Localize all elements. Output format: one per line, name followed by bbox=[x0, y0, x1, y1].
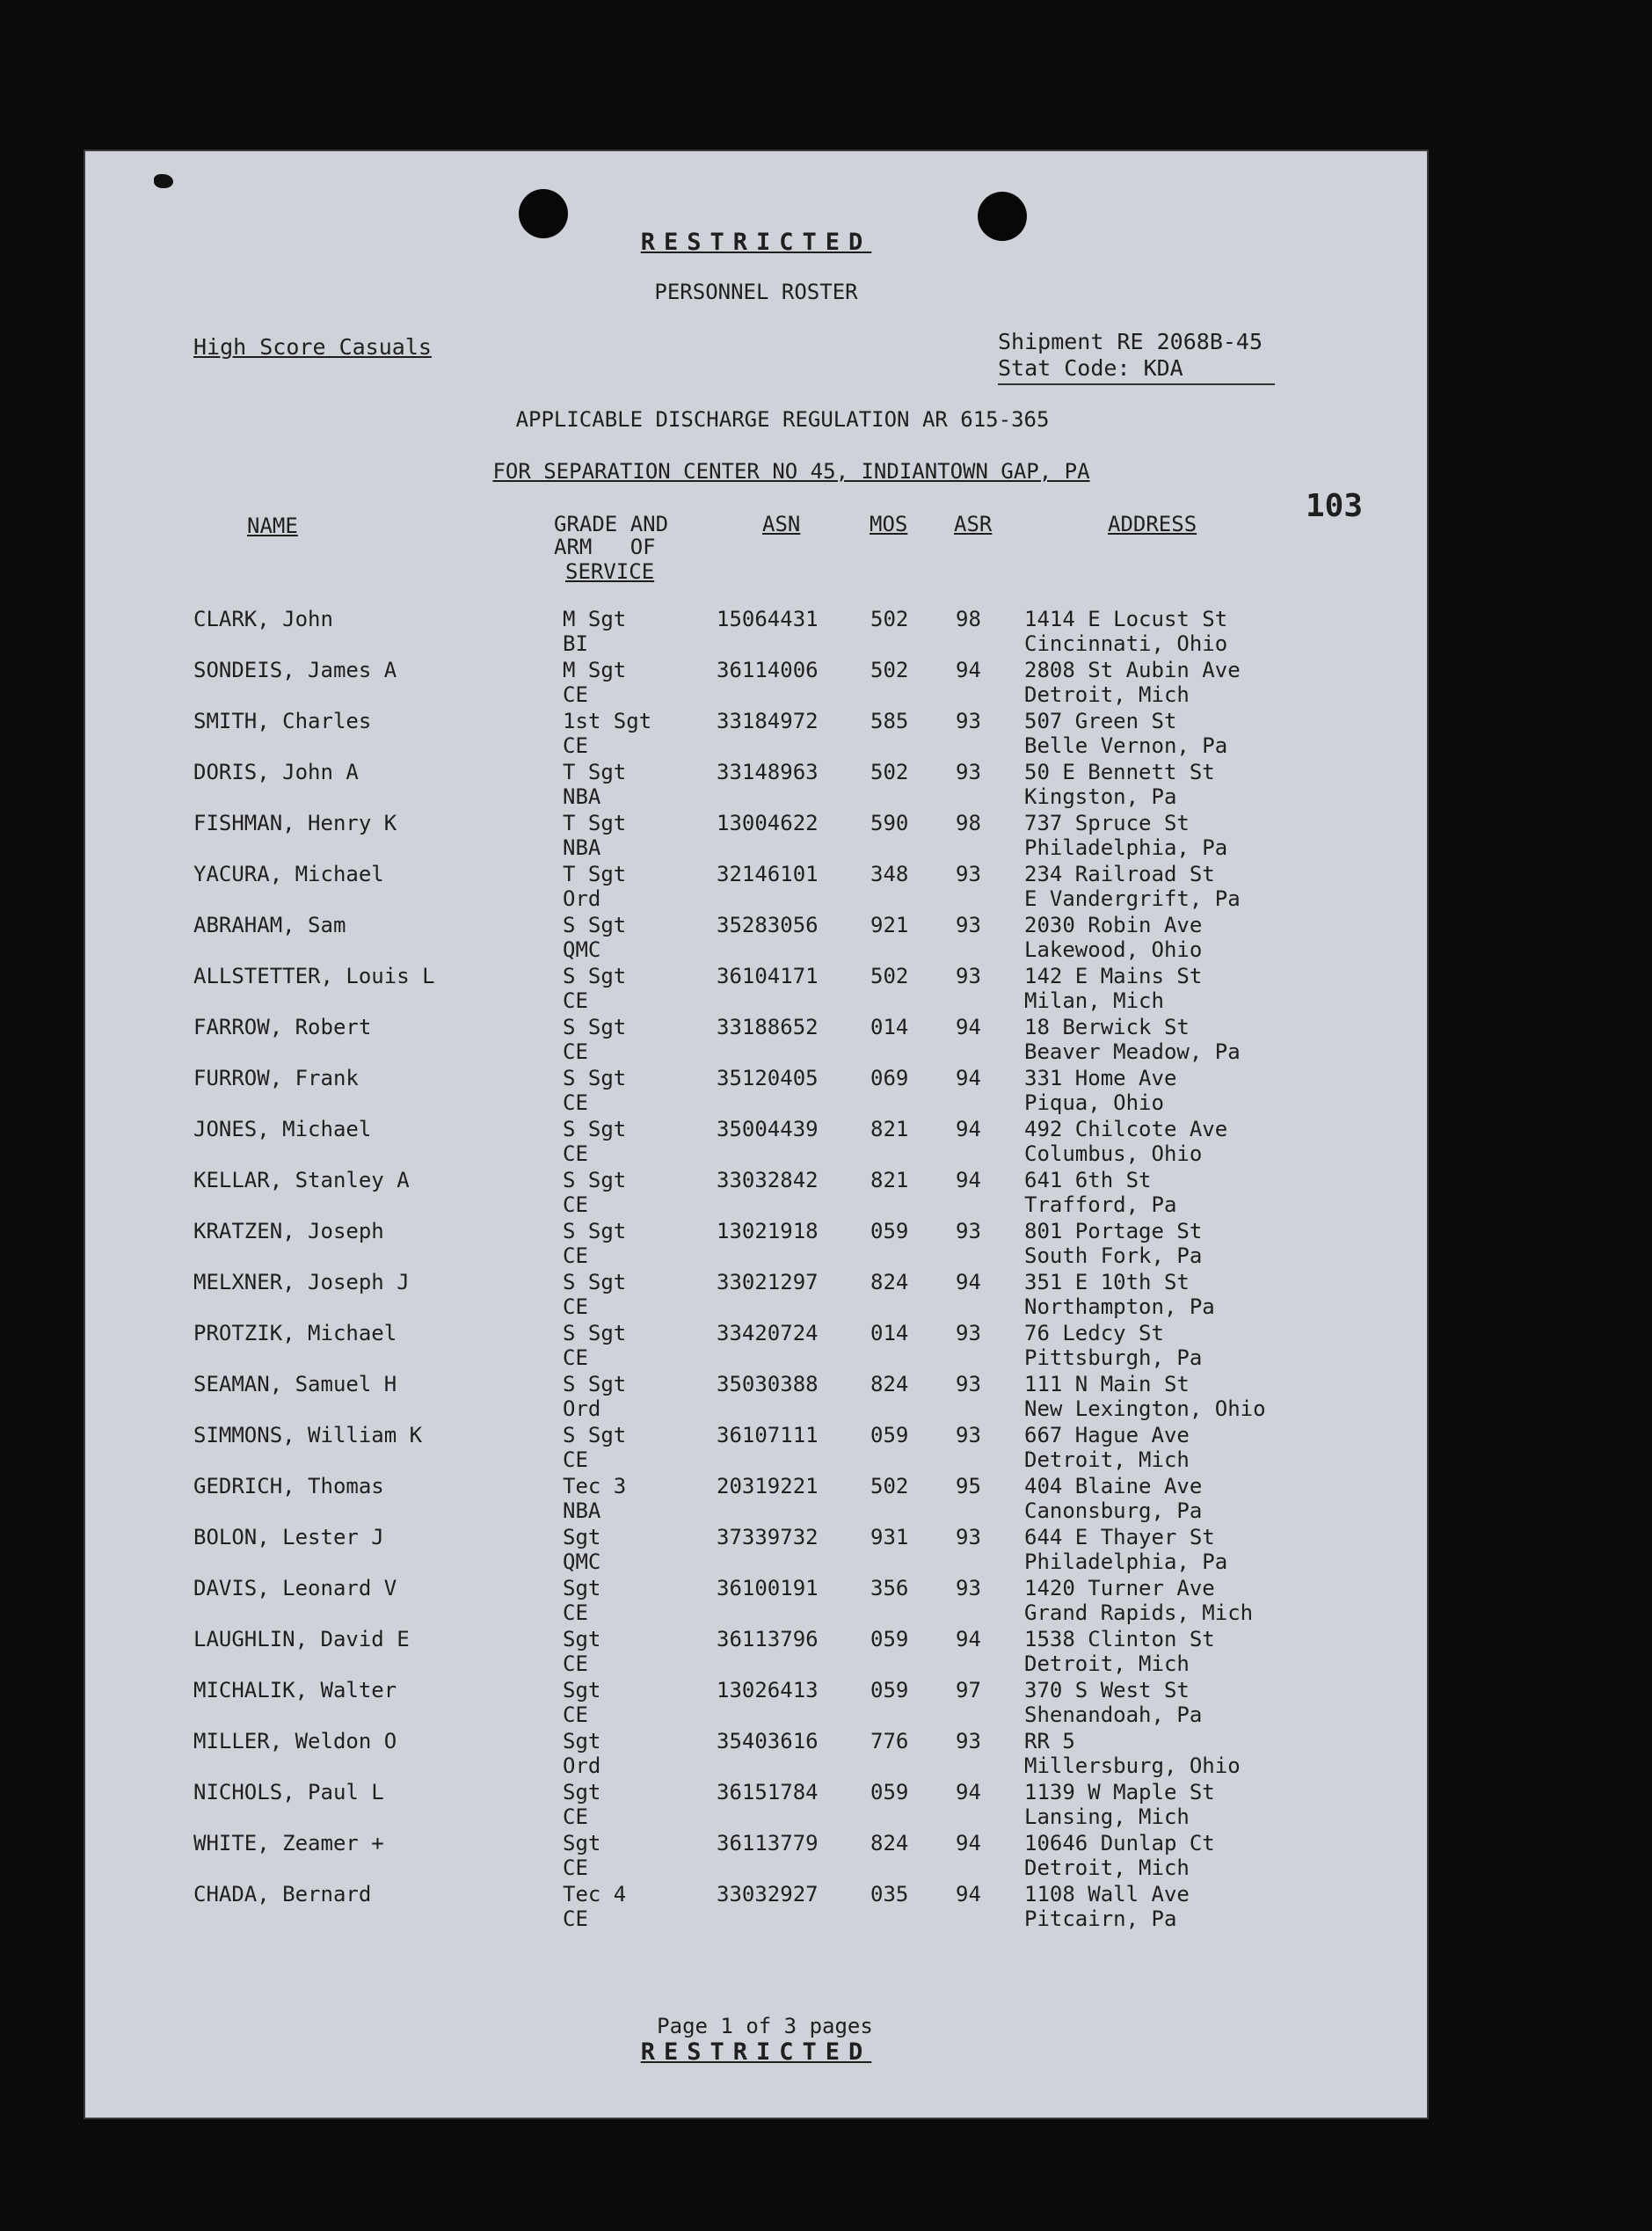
roster-address-street: 404 Blaine Ave bbox=[1024, 1474, 1203, 1498]
roster-address-city: Detroit, Mich bbox=[1024, 1447, 1190, 1472]
roster-asn: 36151784 bbox=[717, 1780, 819, 1804]
roster-mos: 059 bbox=[870, 1678, 909, 1702]
roster-grade: S Sgt bbox=[563, 913, 627, 937]
roster-grade: S Sgt bbox=[563, 1270, 627, 1294]
roster-address-city: Trafford, Pa bbox=[1024, 1192, 1177, 1217]
col-header-asn: ASN bbox=[762, 512, 801, 536]
roster-name: NICHOLS, Paul L bbox=[193, 1780, 384, 1804]
roster-asr: 94 bbox=[956, 1066, 981, 1090]
roster-arm-of-service: CE bbox=[563, 1090, 588, 1115]
roster-grade: Tec 4 bbox=[563, 1882, 627, 1907]
roster-address-city: Pitcairn, Pa bbox=[1024, 1907, 1177, 1931]
roster-address-street: 801 Portage St bbox=[1024, 1219, 1203, 1243]
roster-arm-of-service: CE bbox=[563, 1600, 588, 1625]
roster-arm-of-service: CE bbox=[563, 1243, 588, 1268]
roster-grade: S Sgt bbox=[563, 1168, 627, 1192]
roster-name: FISHMAN, Henry K bbox=[193, 811, 397, 835]
col-header-grade-2: ARM OF bbox=[554, 535, 656, 559]
table-row bbox=[84, 709, 1429, 760]
roster-arm-of-service: Ord bbox=[563, 1753, 601, 1778]
roster-asn: 13004622 bbox=[717, 811, 819, 835]
roster-arm-of-service: CE bbox=[563, 1447, 588, 1472]
roster-arm-of-service: CE bbox=[563, 1804, 588, 1829]
table-row bbox=[84, 1219, 1429, 1270]
roster-name: JONES, Michael bbox=[193, 1117, 372, 1141]
table-row bbox=[84, 1678, 1429, 1729]
roster-address-city: Canonsburg, Pa bbox=[1024, 1498, 1203, 1523]
roster-address-street: 76 Ledcy St bbox=[1024, 1321, 1164, 1345]
roster-asn: 33188652 bbox=[717, 1015, 819, 1039]
roster-grade: S Sgt bbox=[563, 1321, 627, 1345]
roster-name: PROTZIK, Michael bbox=[193, 1321, 397, 1345]
roster-asr: 97 bbox=[956, 1678, 981, 1702]
roster-asr: 93 bbox=[956, 1576, 981, 1600]
roster-mos: 824 bbox=[870, 1372, 909, 1396]
roster-asn: 13021918 bbox=[717, 1219, 819, 1243]
roster-name: BOLON, Lester J bbox=[193, 1525, 384, 1549]
roster-address-street: 737 Spruce St bbox=[1024, 811, 1190, 835]
roster-arm-of-service: CE bbox=[563, 1192, 588, 1217]
roster-asn: 33148963 bbox=[717, 760, 819, 784]
roster-address-city: New Lexington, Ohio bbox=[1024, 1396, 1266, 1421]
roster-arm-of-service: CE bbox=[563, 733, 588, 758]
roster-mos: 035 bbox=[870, 1882, 909, 1907]
roster-asn: 33021297 bbox=[717, 1270, 819, 1294]
roster-name: SIMMONS, William K bbox=[193, 1423, 423, 1447]
roster-name: GEDRICH, Thomas bbox=[193, 1474, 384, 1498]
roster-asr: 94 bbox=[956, 1117, 981, 1141]
col-header-asr: ASR bbox=[954, 512, 993, 536]
col-header-name: NAME bbox=[247, 514, 298, 538]
roster-address-city: Belle Vernon, Pa bbox=[1024, 733, 1228, 758]
roster-asn: 36114006 bbox=[717, 658, 819, 682]
roster-asr: 93 bbox=[956, 1729, 981, 1753]
roster-asr: 93 bbox=[956, 1372, 981, 1396]
roster-address-city: Pittsburgh, Pa bbox=[1024, 1345, 1203, 1370]
group-label: High Score Casuals bbox=[193, 334, 432, 360]
roster-mos: 348 bbox=[870, 862, 909, 886]
roster-grade: S Sgt bbox=[563, 1117, 627, 1141]
roster-asn: 33032842 bbox=[717, 1168, 819, 1192]
roster-address-city: Detroit, Mich bbox=[1024, 682, 1190, 707]
roster-title: PERSONNEL ROSTER bbox=[654, 280, 858, 304]
col-header-grade-1: GRADE AND bbox=[554, 512, 669, 536]
roster-mos: 059 bbox=[870, 1423, 909, 1447]
table-row bbox=[84, 1525, 1429, 1576]
roster-name: ABRAHAM, Sam bbox=[193, 913, 346, 937]
roster-address-city: Philadelphia, Pa bbox=[1024, 1549, 1228, 1574]
roster-grade: T Sgt bbox=[563, 862, 627, 886]
classification-header: RESTRICTED bbox=[640, 229, 872, 256]
roster-asn: 33032927 bbox=[717, 1882, 819, 1907]
roster-address-street: 111 N Main St bbox=[1024, 1372, 1190, 1396]
col-header-grade-3: SERVICE bbox=[565, 559, 655, 584]
table-row bbox=[84, 1627, 1429, 1678]
roster-asr: 94 bbox=[956, 1270, 981, 1294]
table-row bbox=[84, 1831, 1429, 1882]
roster-asn: 15064431 bbox=[717, 607, 819, 631]
table-row bbox=[84, 862, 1429, 913]
roster-arm-of-service: NBA bbox=[563, 784, 601, 809]
roster-name: CHADA, Bernard bbox=[193, 1882, 372, 1907]
roster-asr: 94 bbox=[956, 1831, 981, 1856]
table-row bbox=[84, 1372, 1429, 1423]
roster-address-city: Detroit, Mich bbox=[1024, 1856, 1190, 1880]
table-row bbox=[84, 1423, 1429, 1474]
roster-grade: Sgt bbox=[563, 1627, 601, 1651]
roster-arm-of-service: CE bbox=[563, 1141, 588, 1166]
roster-mos: 821 bbox=[870, 1168, 909, 1192]
roster-address-street: 10646 Dunlap Ct bbox=[1024, 1831, 1215, 1856]
roster-name: MICHALIK, Walter bbox=[193, 1678, 397, 1702]
roster-grade: S Sgt bbox=[563, 1372, 627, 1396]
roster-name: LAUGHLIN, David E bbox=[193, 1627, 410, 1651]
roster-address-street: 2808 St Aubin Ave bbox=[1024, 658, 1241, 682]
roster-asr: 93 bbox=[956, 1321, 981, 1345]
table-row bbox=[84, 760, 1429, 811]
roster-address-city: Beaver Meadow, Pa bbox=[1024, 1039, 1241, 1064]
roster-arm-of-service: CE bbox=[563, 1294, 588, 1319]
roster-asr: 94 bbox=[956, 1780, 981, 1804]
roster-address-street: RR 5 bbox=[1024, 1729, 1075, 1753]
roster-arm-of-service: NBA bbox=[563, 1498, 601, 1523]
roster-asn: 35283056 bbox=[717, 913, 819, 937]
roster-grade: M Sgt bbox=[563, 658, 627, 682]
roster-address-street: 351 E 10th St bbox=[1024, 1270, 1190, 1294]
roster-arm-of-service: CE bbox=[563, 682, 588, 707]
roster-address-city: Piqua, Ohio bbox=[1024, 1090, 1164, 1115]
roster-asn: 33184972 bbox=[717, 709, 819, 733]
table-row bbox=[84, 1168, 1429, 1219]
roster-address-city: Cincinnati, Ohio bbox=[1024, 631, 1228, 656]
table-row bbox=[84, 1576, 1429, 1627]
roster-address-street: 1139 W Maple St bbox=[1024, 1780, 1215, 1804]
roster-address-street: 234 Railroad St bbox=[1024, 862, 1215, 886]
roster-arm-of-service: CE bbox=[563, 1345, 588, 1370]
roster-arm-of-service: Ord bbox=[563, 886, 601, 911]
roster-asn: 35120405 bbox=[717, 1066, 819, 1090]
roster-grade: Sgt bbox=[563, 1831, 601, 1856]
roster-asr: 94 bbox=[956, 658, 981, 682]
roster-name: KELLAR, Stanley A bbox=[193, 1168, 410, 1192]
table-row bbox=[84, 1270, 1429, 1321]
roster-address-city: Lansing, Mich bbox=[1024, 1804, 1190, 1829]
roster-name: MILLER, Weldon O bbox=[193, 1729, 397, 1753]
roster-address-city: Grand Rapids, Mich bbox=[1024, 1600, 1254, 1625]
table-row bbox=[84, 1882, 1429, 1933]
discharge-regulation: APPLICABLE DISCHARGE REGULATION AR 615-365 bbox=[515, 407, 1050, 432]
roster-asr: 94 bbox=[956, 1882, 981, 1907]
roster-address-city: South Fork, Pa bbox=[1024, 1243, 1203, 1268]
roster-mos: 502 bbox=[870, 964, 909, 988]
classification-footer: RESTRICTED bbox=[640, 2038, 872, 2066]
roster-asn: 32146101 bbox=[717, 862, 819, 886]
roster-mos: 931 bbox=[870, 1525, 909, 1549]
separation-center: FOR SEPARATION CENTER NO 45, INDIANTOWN GAP, PA bbox=[492, 459, 1090, 484]
roster-asr: 93 bbox=[956, 913, 981, 937]
roster-name: FARROW, Robert bbox=[193, 1015, 372, 1039]
roster-mos: 059 bbox=[870, 1219, 909, 1243]
roster-address-street: 507 Green St bbox=[1024, 709, 1177, 733]
table-row bbox=[84, 811, 1429, 862]
roster-asr: 98 bbox=[956, 607, 981, 631]
roster-grade: Sgt bbox=[563, 1678, 601, 1702]
roster-asn: 37339732 bbox=[717, 1525, 819, 1549]
roster-asn: 35004439 bbox=[717, 1117, 819, 1141]
roster-grade: Tec 3 bbox=[563, 1474, 627, 1498]
roster-address-street: 1108 Wall Ave bbox=[1024, 1882, 1190, 1907]
roster-asn: 33420724 bbox=[717, 1321, 819, 1345]
roster-mos: 059 bbox=[870, 1780, 909, 1804]
roster-address-street: 667 Hague Ave bbox=[1024, 1423, 1190, 1447]
roster-name: SMITH, Charles bbox=[193, 709, 372, 733]
roster-mos: 502 bbox=[870, 607, 909, 631]
roster-mos: 824 bbox=[870, 1270, 909, 1294]
roster-mos: 014 bbox=[870, 1015, 909, 1039]
roster-arm-of-service: CE bbox=[563, 1702, 588, 1727]
roster-grade: 1st Sgt bbox=[563, 709, 652, 733]
roster-asr: 98 bbox=[956, 811, 981, 835]
roster-mos: 502 bbox=[870, 1474, 909, 1498]
roster-asr: 93 bbox=[956, 1423, 981, 1447]
roster-mos: 821 bbox=[870, 1117, 909, 1141]
roster-address-street: 492 Chilcote Ave bbox=[1024, 1117, 1228, 1141]
roster-name: WHITE, Zeamer + bbox=[193, 1831, 384, 1856]
roster-name: SEAMAN, Samuel H bbox=[193, 1372, 397, 1396]
roster-address-city: Kingston, Pa bbox=[1024, 784, 1177, 809]
roster-grade: T Sgt bbox=[563, 811, 627, 835]
table-row bbox=[84, 607, 1429, 658]
roster-mos: 502 bbox=[870, 760, 909, 784]
roster-arm-of-service: QMC bbox=[563, 1549, 601, 1574]
roster-grade: S Sgt bbox=[563, 1015, 627, 1039]
roster-name: CLARK, John bbox=[193, 607, 333, 631]
roster-address-city: E Vandergrift, Pa bbox=[1024, 886, 1241, 911]
roster-grade: T Sgt bbox=[563, 760, 627, 784]
page-number: 103 bbox=[1306, 488, 1364, 524]
roster-asr: 93 bbox=[956, 862, 981, 886]
roster-arm-of-service: CE bbox=[563, 1651, 588, 1676]
roster-address-street: 1420 Turner Ave bbox=[1024, 1576, 1215, 1600]
roster-grade: S Sgt bbox=[563, 1219, 627, 1243]
roster-name: DAVIS, Leonard V bbox=[193, 1576, 397, 1600]
table-row bbox=[84, 658, 1429, 709]
roster-address-street: 641 6th St bbox=[1024, 1168, 1152, 1192]
stat-code: Stat Code: KDA bbox=[998, 355, 1183, 381]
roster-arm-of-service: CE bbox=[563, 988, 588, 1013]
roster-asr: 93 bbox=[956, 1525, 981, 1549]
roster-arm-of-service: Ord bbox=[563, 1396, 601, 1421]
roster-mos: 014 bbox=[870, 1321, 909, 1345]
roster-asr: 93 bbox=[956, 760, 981, 784]
roster-asr: 93 bbox=[956, 964, 981, 988]
roster-address-city: Lakewood, Ohio bbox=[1024, 937, 1203, 962]
roster-mos: 590 bbox=[870, 811, 909, 835]
roster-asr: 93 bbox=[956, 709, 981, 733]
roster-asn: 36113796 bbox=[717, 1627, 819, 1651]
roster-mos: 502 bbox=[870, 658, 909, 682]
roster-asr: 94 bbox=[956, 1168, 981, 1192]
roster-asn: 36104171 bbox=[717, 964, 819, 988]
roster-name: SONDEIS, James A bbox=[193, 658, 397, 682]
roster-arm-of-service: CE bbox=[563, 1039, 588, 1064]
roster-mos: 824 bbox=[870, 1831, 909, 1856]
table-row bbox=[84, 964, 1429, 1015]
roster-asn: 20319221 bbox=[717, 1474, 819, 1498]
roster-grade: S Sgt bbox=[563, 1066, 627, 1090]
roster-asn: 13026413 bbox=[717, 1678, 819, 1702]
table-row bbox=[84, 1066, 1429, 1117]
roster-address-city: Millersburg, Ohio bbox=[1024, 1753, 1241, 1778]
roster-address-street: 331 Home Ave bbox=[1024, 1066, 1177, 1090]
roster-asr: 93 bbox=[956, 1219, 981, 1243]
roster-asr: 95 bbox=[956, 1474, 981, 1498]
roster-address-street: 142 E Mains St bbox=[1024, 964, 1203, 988]
table-row bbox=[84, 1117, 1429, 1168]
roster-grade: Sgt bbox=[563, 1525, 601, 1549]
roster-name: DORIS, John A bbox=[193, 760, 359, 784]
roster-mos: 356 bbox=[870, 1576, 909, 1600]
table-row bbox=[84, 1780, 1429, 1831]
roster-address-street: 1538 Clinton St bbox=[1024, 1627, 1215, 1651]
roster-name: MELXNER, Joseph J bbox=[193, 1270, 410, 1294]
col-header-mos: MOS bbox=[870, 512, 908, 536]
page-count: Page 1 of 3 pages bbox=[657, 2014, 873, 2038]
roster-mos: 776 bbox=[870, 1729, 909, 1753]
roster-mos: 069 bbox=[870, 1066, 909, 1090]
roster-asn: 35030388 bbox=[717, 1372, 819, 1396]
roster-grade: Sgt bbox=[563, 1729, 601, 1753]
roster-address-city: Milan, Mich bbox=[1024, 988, 1164, 1013]
roster-asr: 94 bbox=[956, 1015, 981, 1039]
roster-asr: 94 bbox=[956, 1627, 981, 1651]
roster-address-street: 2030 Robin Ave bbox=[1024, 913, 1203, 937]
roster-name: YACURA, Michael bbox=[193, 862, 384, 886]
roster-asn: 36100191 bbox=[717, 1576, 819, 1600]
document-page bbox=[84, 149, 1429, 2119]
roster-address-street: 644 E Thayer St bbox=[1024, 1525, 1215, 1549]
roster-address-city: Philadelphia, Pa bbox=[1024, 835, 1228, 860]
table-row bbox=[84, 1474, 1429, 1525]
roster-address-city: Northampton, Pa bbox=[1024, 1294, 1215, 1319]
roster-mos: 585 bbox=[870, 709, 909, 733]
roster-arm-of-service: BI bbox=[563, 631, 588, 656]
roster-name: FURROW, Frank bbox=[193, 1066, 359, 1090]
roster-address-city: Columbus, Ohio bbox=[1024, 1141, 1203, 1166]
roster-arm-of-service: QMC bbox=[563, 937, 601, 962]
stat-code-rule bbox=[998, 383, 1275, 385]
roster-name: ALLSTETTER, Louis L bbox=[193, 964, 435, 988]
table-row bbox=[84, 913, 1429, 964]
shipment-number: Shipment RE 2068B-45 bbox=[998, 329, 1263, 354]
roster-asn: 36113779 bbox=[717, 1831, 819, 1856]
roster-address-street: 1414 E Locust St bbox=[1024, 607, 1228, 631]
ink-speck bbox=[154, 174, 173, 188]
col-header-address: ADDRESS bbox=[1108, 512, 1197, 536]
roster-arm-of-service: CE bbox=[563, 1856, 588, 1880]
roster-mos: 921 bbox=[870, 913, 909, 937]
table-row bbox=[84, 1729, 1429, 1780]
roster-grade: S Sgt bbox=[563, 964, 627, 988]
table-row bbox=[84, 1015, 1429, 1066]
roster-arm-of-service: NBA bbox=[563, 835, 601, 860]
roster-address-street: 370 S West St bbox=[1024, 1678, 1190, 1702]
roster-address-street: 18 Berwick St bbox=[1024, 1015, 1190, 1039]
roster-address-city: Detroit, Mich bbox=[1024, 1651, 1190, 1676]
roster-address-street: 50 E Bennett St bbox=[1024, 760, 1215, 784]
roster-grade: Sgt bbox=[563, 1576, 601, 1600]
roster-mos: 059 bbox=[870, 1627, 909, 1651]
roster-grade: S Sgt bbox=[563, 1423, 627, 1447]
roster-name: KRATZEN, Joseph bbox=[193, 1219, 384, 1243]
table-row bbox=[84, 1321, 1429, 1372]
roster-grade: M Sgt bbox=[563, 607, 627, 631]
roster-arm-of-service: CE bbox=[563, 1907, 588, 1931]
roster-asn: 36107111 bbox=[717, 1423, 819, 1447]
roster-asn: 35403616 bbox=[717, 1729, 819, 1753]
roster-grade: Sgt bbox=[563, 1780, 601, 1804]
roster-address-city: Shenandoah, Pa bbox=[1024, 1702, 1203, 1727]
